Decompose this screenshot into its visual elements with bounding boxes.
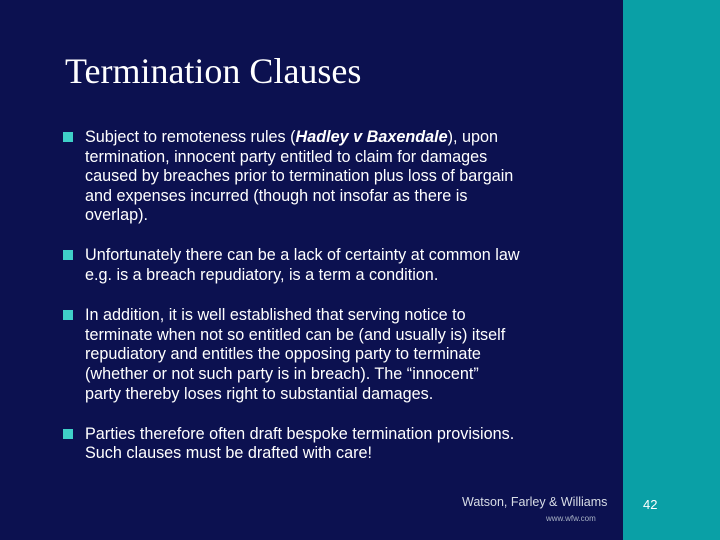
bullet-text-post: ), upon termination, innocent party entitled to claim for damages caused by breaches prior to termination plus loss of bargain and expenses incurred (though not insofar as there is overlap). [85,128,514,225]
page-number: 42 [643,497,658,512]
bullet-text: Unfortunately there can be a lack of certainty at common law e.g. is a breach repudiatory, is a term a condition. [85,246,520,285]
company-logo: Watson, Farley & Williams [462,495,608,509]
case-citation: Hadley v Baxendale [295,128,448,146]
bullet-square-icon [63,310,73,320]
bullet-text: In addition, it is well established that serving notice to terminate when not so entitled can be (and usually is) itself repudiatory and entitles the opposing party to terminate (whether or not such party is in breach). The “innocent” party thereby loses right to substantial damages. [85,306,506,403]
bullet-list [62,128,602,464]
bullet-square-icon [63,132,73,142]
bullet-text [85,128,602,226]
bullet-item [62,425,602,464]
slide-title: Termination Clauses [65,51,362,91]
accent-band [623,0,720,540]
bullet-text: Parties therefore often draft bespoke termination provisions. Such clauses must be drafted with care! [85,424,515,463]
bullet-item [62,128,602,226]
bullet-item [62,246,602,285]
company-url: www.wfw.com [546,514,596,523]
bullet-text-pre: Subject to remoteness rules ( [85,128,296,146]
bullet-square-icon [63,429,73,439]
bullet-square-icon [63,250,73,260]
bullet-item [62,306,602,404]
